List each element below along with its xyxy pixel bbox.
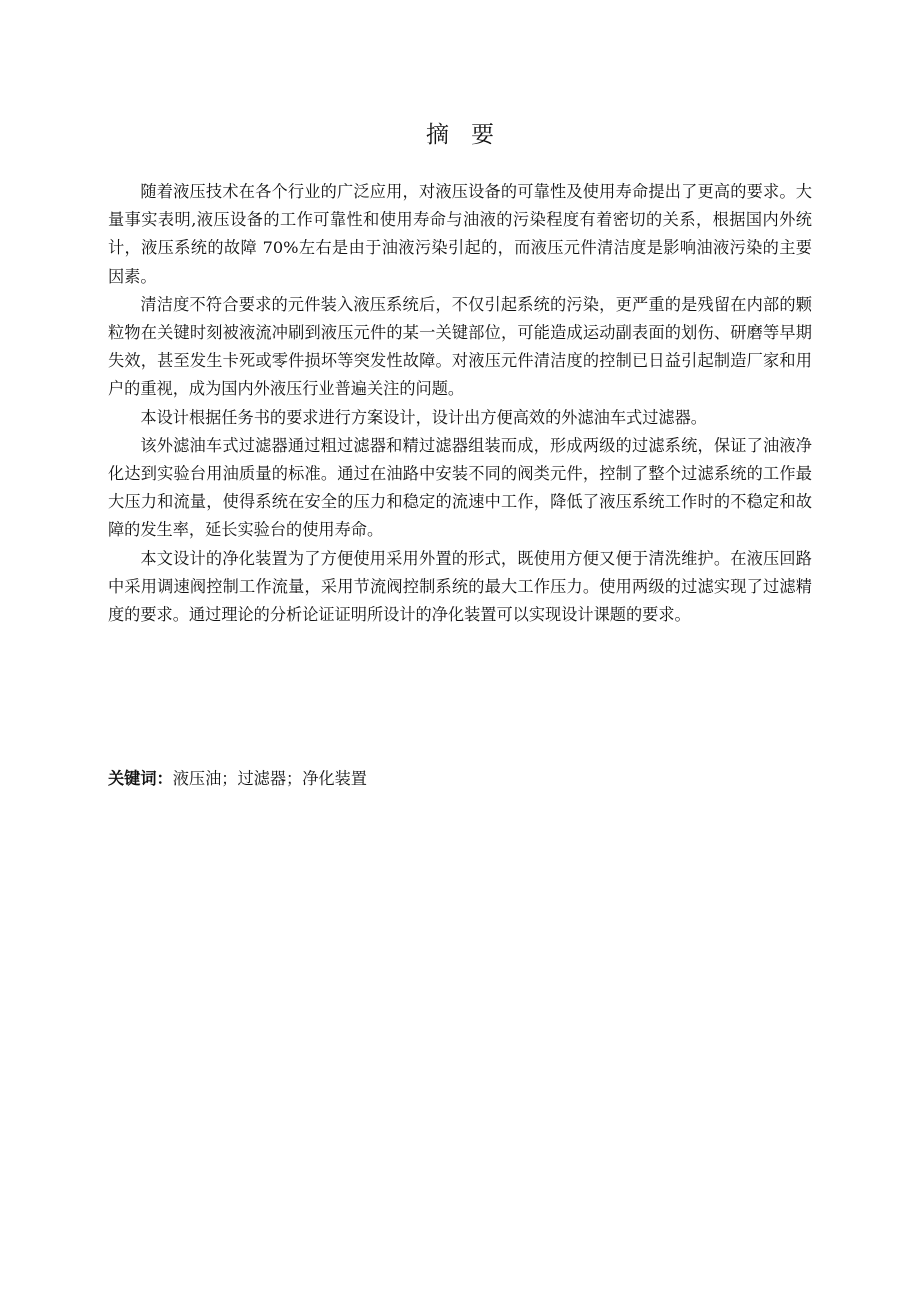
paragraph: 本设计根据任务书的要求进行方案设计，设计出方便高效的外滤油车式过滤器。 xyxy=(140,407,707,427)
keywords-label: 关键词： xyxy=(108,769,173,788)
page-title: 摘要 xyxy=(426,122,516,148)
paragraph: 本文设计的净化装置为了方便使用采用外置的形式，既使用方便又便于清洗维护。在液压回路中采用调速阀控制工作流量，采用节流阀控制系统的最大工作压力。使用两级的过滤实现了过滤精度的要求。通过理论的分析论证证明所设计的净化装置可以实现设计课题的要求。 xyxy=(108,548,812,625)
abstract-body xyxy=(108,178,812,629)
paragraph: 清洁度不符合要求的元件装入液压系统后，不仅引起系统的污染，更严重的是残留在内部的颗粒物在关键时刻被液流冲刷到液压元件的某一关键部位，可能造成运动副表面的划伤、研磨等早期失效，甚至发生卡死或零件损坏等突发性故障。对液压元件清洁度的控制已日益引起制造厂家和用户的重视，成为国内外液压行业普遍关注的问题。 xyxy=(108,294,812,399)
keywords-line xyxy=(108,765,812,793)
keywords-text: 液压油；过滤器；净化装置 xyxy=(172,769,367,788)
paragraph: 随着液压技术在各个行业的广泛应用，对液压设备的可靠性及使用寿命提出了更高的要求。大量事实表明,液压设备的工作可靠性和使用寿命与油液的污染程度有着密切的关系，根据国内外统计，液压系统的故障 70%左右是由于油液污染引起的，而液压元件清洁度是影响油液污染的主要因素。 xyxy=(108,182,812,286)
paragraph: 该外滤油车式过滤器通过粗过滤器和精过滤器组装而成，形成两级的过滤系统，保证了油液净化达到实验台用油质量的标准。通过在油路中安装不同的阀类元件，控制了整个过滤系统的工作最大压力和流量，使得系统在安全的压力和稳定的流速中工作，降低了液压系统工作时的不稳定和故障的发生率，延长实验台的使用寿命。 xyxy=(108,435,812,540)
